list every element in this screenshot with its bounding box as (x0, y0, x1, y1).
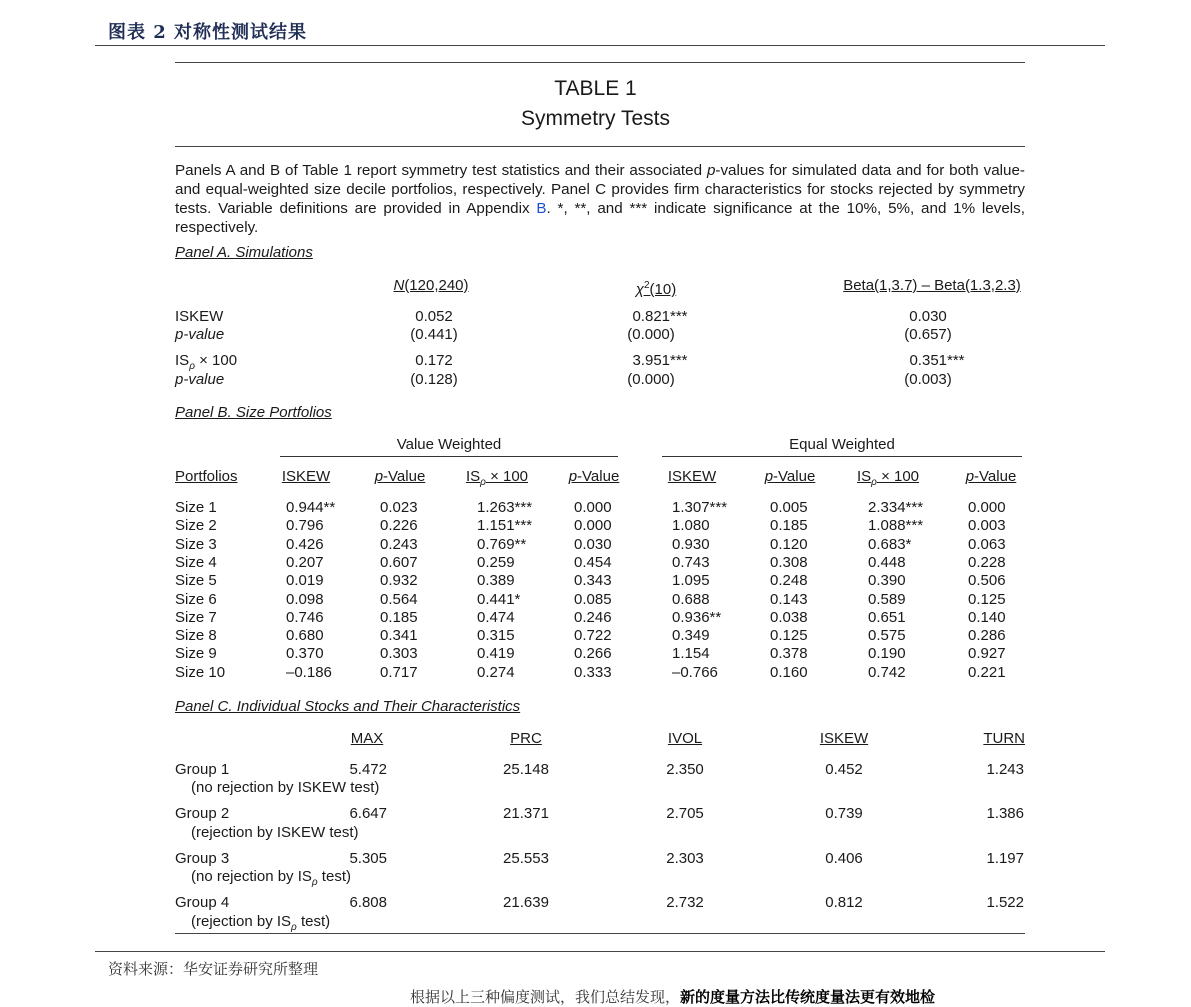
portfolio-cell: 0.185 (770, 517, 808, 534)
portfolio-cell: 0.243 (380, 536, 418, 553)
portfolio-cell: 0.746 (286, 609, 324, 626)
portfolio-cell: 0.000 (574, 517, 612, 534)
group-cell: 6.647 (349, 805, 387, 822)
appendix-link[interactable]: B (536, 200, 547, 217)
portfolio-cell: 1.263*** (477, 499, 533, 516)
p-rest: -Value (383, 468, 426, 485)
col-turn: TURN (983, 730, 1025, 747)
portfolio-label: Size 8 (175, 627, 217, 644)
group-equal-rule (662, 456, 1022, 457)
portfolio-cell: 0.796 (286, 517, 324, 534)
portfolio-cell: 0.315 (477, 627, 515, 644)
caption-p: p (706, 162, 716, 179)
portfolio-label: Size 7 (175, 609, 217, 626)
is-tail: × 100 (876, 468, 920, 485)
portfolio-cell: 0.936** (672, 609, 722, 626)
table-bottom-rule (175, 933, 1025, 934)
portfolio-cell: 0.589 (868, 591, 906, 608)
group-label: Group 4 (175, 894, 230, 911)
panel-a-row-label: p-value (175, 326, 225, 343)
portfolio-label: Size 6 (175, 591, 217, 608)
portfolio-cell: 0.023 (380, 499, 418, 516)
chi-sup: 2 (643, 280, 650, 291)
normal-params: (120,240) (404, 277, 469, 294)
portfolio-label: Size 9 (175, 645, 217, 662)
portfolio-cell: 0.341 (380, 627, 418, 644)
panel-a-cell: (0.441) (410, 326, 458, 343)
portfolio-cell: 0.143 (770, 591, 808, 608)
portfolio-cell: 0.932 (380, 572, 418, 589)
portfolio-cell: 0.717 (380, 664, 418, 681)
portfolio-cell: 0.474 (477, 609, 515, 626)
caption-text-b: -values for simulated data and for both value- and equal-weighted size decile portfolios, respectively. Panel C provides firm characteristics for stocks rejected by symmetry tests. Variable definitions are provided in Appendix (175, 162, 1025, 217)
group-cell: 25.148 (503, 761, 549, 778)
group-note: (rejection by ISKEW test) (191, 824, 359, 841)
portfolio-cell: 0.125 (968, 591, 1006, 608)
col-pvalue-ew-2 (966, 468, 1017, 486)
portfolio-cell: 0.266 (574, 645, 612, 662)
portfolio-cell: –0.766 (672, 664, 718, 681)
figure-title: 图表 2 对称性测试结果 (108, 22, 308, 43)
portfolio-cell: 1.154 (672, 645, 710, 662)
group-label: Group 1 (175, 761, 230, 778)
cut-bold: 新的度量方法比传统度量法更有效地检 (680, 988, 936, 1006)
note-sub: ρ (291, 922, 297, 933)
is-label: IS (175, 352, 190, 369)
portfolio-cell: 0.575 (868, 627, 906, 644)
group-cell: 0.739 (825, 805, 863, 822)
portfolio-cell: 0.688 (672, 591, 710, 608)
panel-a-cell: (0.000) (627, 326, 675, 343)
is-sub: ρ (871, 477, 877, 488)
portfolio-cell: 0.140 (968, 609, 1006, 626)
portfolio-cell: 0.378 (770, 645, 808, 662)
normal-n: N (393, 277, 405, 294)
note-a: (no rejection by IS (191, 868, 312, 885)
panel-a-cell: (0.003) (904, 371, 952, 388)
panel-a-col-beta: Beta(1,3.7) – Beta(1.3,2.3) (843, 277, 1021, 294)
portfolio-label: Size 10 (175, 664, 226, 681)
group-cell: 0.812 (825, 894, 863, 911)
col-prc: PRC (510, 730, 542, 747)
portfolio-cell: 0.207 (286, 554, 324, 571)
portfolio-cell: 0.426 (286, 536, 324, 553)
panel-a-col-normal (393, 277, 468, 295)
panel-a-cell: 0.030 (909, 308, 947, 325)
panel-a-cell: 0.052 (415, 308, 453, 325)
is-text: IS (465, 468, 481, 485)
group-cell: 1.386 (986, 805, 1024, 822)
group-note (191, 868, 351, 892)
is-sub: ρ (189, 361, 195, 372)
panel-b-title: Panel B. Size Portfolios (175, 404, 332, 421)
portfolio-cell: 0.564 (380, 591, 418, 608)
portfolio-cell: 0.125 (770, 627, 808, 644)
table-number: TABLE 1 (554, 77, 637, 100)
portfolio-cell: 1.307*** (672, 499, 728, 516)
table-name: Symmetry Tests (521, 107, 670, 130)
panel-a-cell: 0.821*** (632, 308, 688, 325)
portfolio-cell: 0.930 (672, 536, 710, 553)
note-b: test) (317, 868, 351, 885)
col-portfolios: Portfolios (175, 468, 238, 485)
panel-a-cell: 0.351*** (909, 352, 965, 369)
portfolio-cell: 0.370 (286, 645, 324, 662)
is-tail: × 100 (194, 352, 238, 369)
portfolio-cell: 0.003 (968, 517, 1006, 534)
portfolio-cell: –0.186 (286, 664, 332, 681)
portfolio-cell: 0.769** (477, 536, 527, 553)
caption-text-a: Panels A and B of Table 1 report symmetry test statistics and their associated (175, 162, 707, 179)
portfolio-cell: 0.651 (868, 609, 906, 626)
portfolio-cell: 0.448 (868, 554, 906, 571)
group-cell: 5.305 (349, 850, 387, 867)
portfolio-label: Size 3 (175, 536, 217, 553)
group-equal-weighted: Equal Weighted (789, 436, 895, 453)
portfolio-cell: 0.506 (968, 572, 1006, 589)
group-cell: 25.553 (503, 850, 549, 867)
portfolio-cell: 1.151*** (477, 517, 533, 534)
portfolio-cell: 0.303 (380, 645, 418, 662)
group-cell: 21.639 (503, 894, 549, 911)
portfolio-cell: 0.390 (868, 572, 906, 589)
portfolio-cell: 0.927 (968, 645, 1006, 662)
col-iskew: ISKEW (819, 730, 869, 747)
is-sub: ρ (480, 477, 486, 488)
note-b: test) (296, 913, 331, 930)
group-note: (no rejection by ISKEW test) (191, 779, 380, 796)
p-rest: -Value (773, 468, 816, 485)
col-ivol: IVOL (667, 730, 703, 747)
portfolio-cell: 0.259 (477, 554, 515, 571)
portfolio-cell: 0.743 (672, 554, 710, 571)
portfolio-cell: 0.226 (380, 517, 418, 534)
chi-symbol: χ (635, 281, 644, 298)
portfolio-cell: 0.160 (770, 664, 808, 681)
group-cell: 2.303 (666, 850, 704, 867)
group-cell: 6.808 (349, 894, 387, 911)
group-cell: 1.197 (986, 850, 1024, 867)
panel-a-cell: 3.951*** (632, 352, 688, 369)
portfolio-label: Size 1 (175, 499, 217, 516)
footer-rule (95, 951, 1105, 952)
panel-a-col-chi (636, 277, 676, 299)
portfolio-cell: 0.085 (574, 591, 612, 608)
portfolio-label: Size 2 (175, 517, 217, 534)
panel-a-row-label: ISKEW (175, 308, 224, 325)
portfolio-cell: 0.246 (574, 609, 612, 626)
portfolio-cell: 0.000 (574, 499, 612, 516)
portfolio-cell: 0.190 (868, 645, 906, 662)
portfolio-cell: 0.308 (770, 554, 808, 571)
portfolio-cell: 0.419 (477, 645, 515, 662)
portfolio-cell: 0.221 (968, 664, 1006, 681)
note-sub: ρ (311, 877, 318, 888)
col-iskew-ew: ISKEW (667, 468, 717, 485)
portfolio-cell: 0.389 (477, 572, 515, 589)
group-cell: 2.732 (666, 894, 704, 911)
col-pvalue-ew-1 (765, 468, 816, 486)
group-label: Group 3 (175, 850, 230, 867)
portfolio-cell: 0.185 (380, 609, 418, 626)
portfolio-cell: 0.030 (574, 536, 612, 553)
portfolio-cell: 1.080 (672, 517, 710, 534)
note-a: (rejection by IS (191, 913, 292, 930)
caption-text-c: . *, **, and *** indicate significance at the 10%, 5%, and 1% levels, respectively. (175, 200, 1025, 236)
chi-params: (10) (649, 281, 677, 298)
portfolio-cell: 0.286 (968, 627, 1006, 644)
portfolio-cell: 0.680 (286, 627, 324, 644)
portfolio-cell: 2.334*** (868, 499, 924, 516)
group-cell: 0.406 (825, 850, 863, 867)
portfolio-cell: 0.742 (868, 664, 906, 681)
p-rest: -Value (974, 468, 1017, 485)
col-pvalue-vw-1 (375, 468, 426, 486)
group-cell: 0.452 (825, 761, 863, 778)
p-letter: p (568, 468, 578, 485)
portfolio-cell: 0.683* (868, 536, 912, 553)
table-top-rule (175, 62, 1025, 63)
panel-a-cell: (0.657) (904, 326, 952, 343)
portfolio-cell: 0.274 (477, 664, 515, 681)
portfolio-cell: 0.063 (968, 536, 1006, 553)
group-value-rule (280, 456, 618, 457)
group-cell: 5.472 (349, 761, 387, 778)
group-cell: 2.705 (666, 805, 704, 822)
group-cell: 1.522 (986, 894, 1024, 911)
panel-a-cell: (0.128) (410, 371, 458, 388)
group-value-weighted: Value Weighted (396, 436, 502, 453)
portfolio-cell: 0.944** (286, 499, 336, 516)
portfolio-label: Size 4 (175, 554, 217, 571)
col-is-ew (857, 468, 919, 492)
portfolio-cell: 0.607 (380, 554, 418, 571)
col-max: MAX (350, 730, 384, 747)
table-title-rule (175, 146, 1025, 147)
portfolio-cell: 0.454 (574, 554, 612, 571)
portfolio-cell: 0.343 (574, 572, 612, 589)
portfolio-cell: 0.038 (770, 609, 808, 626)
portfolio-cell: 0.349 (672, 627, 710, 644)
portfolio-cell: 0.098 (286, 591, 324, 608)
cut-normal: 根据以上三种偏度测试，我们总结发现， (410, 988, 681, 1006)
portfolio-label: Size 5 (175, 572, 217, 589)
portfolio-cell: 0.722 (574, 627, 612, 644)
portfolio-cell: 0.441* (477, 591, 521, 608)
group-cell: 21.371 (503, 805, 549, 822)
panel-a-title: Panel A. Simulations (175, 244, 313, 261)
portfolio-cell: 0.228 (968, 554, 1006, 571)
portfolio-cell: 1.088*** (868, 517, 924, 534)
source-note: 资料来源：华安证券研究所整理 (108, 960, 319, 978)
table-caption (175, 161, 1025, 237)
is-text: IS (856, 468, 872, 485)
group-label: Group 2 (175, 805, 230, 822)
is-tail: × 100 (485, 468, 529, 485)
p-letter: p (965, 468, 975, 485)
col-is-vw (466, 468, 528, 492)
portfolio-cell: 0.333 (574, 664, 612, 681)
group-cell: 1.243 (986, 761, 1024, 778)
portfolio-cell: 1.095 (672, 572, 710, 589)
portfolio-cell: 0.019 (286, 572, 324, 589)
panel-a-row-label: p-value (175, 371, 225, 388)
panel-a-cell: 0.172 (415, 352, 453, 369)
portfolio-cell: 0.000 (968, 499, 1006, 516)
panel-a-cell: (0.000) (627, 371, 675, 388)
col-pvalue-vw-2 (569, 468, 620, 486)
col-iskew-vw: ISKEW (281, 468, 331, 485)
group-cell: 2.350 (666, 761, 704, 778)
p-letter: p (764, 468, 774, 485)
p-letter: p (374, 468, 384, 485)
header-rule (95, 45, 1105, 46)
p-rest: -Value (577, 468, 620, 485)
portfolio-cell: 0.120 (770, 536, 808, 553)
portfolio-cell: 0.005 (770, 499, 808, 516)
panel-c-title: Panel C. Individual Stocks and Their Characteristics (175, 698, 521, 715)
portfolio-cell: 0.248 (770, 572, 808, 589)
